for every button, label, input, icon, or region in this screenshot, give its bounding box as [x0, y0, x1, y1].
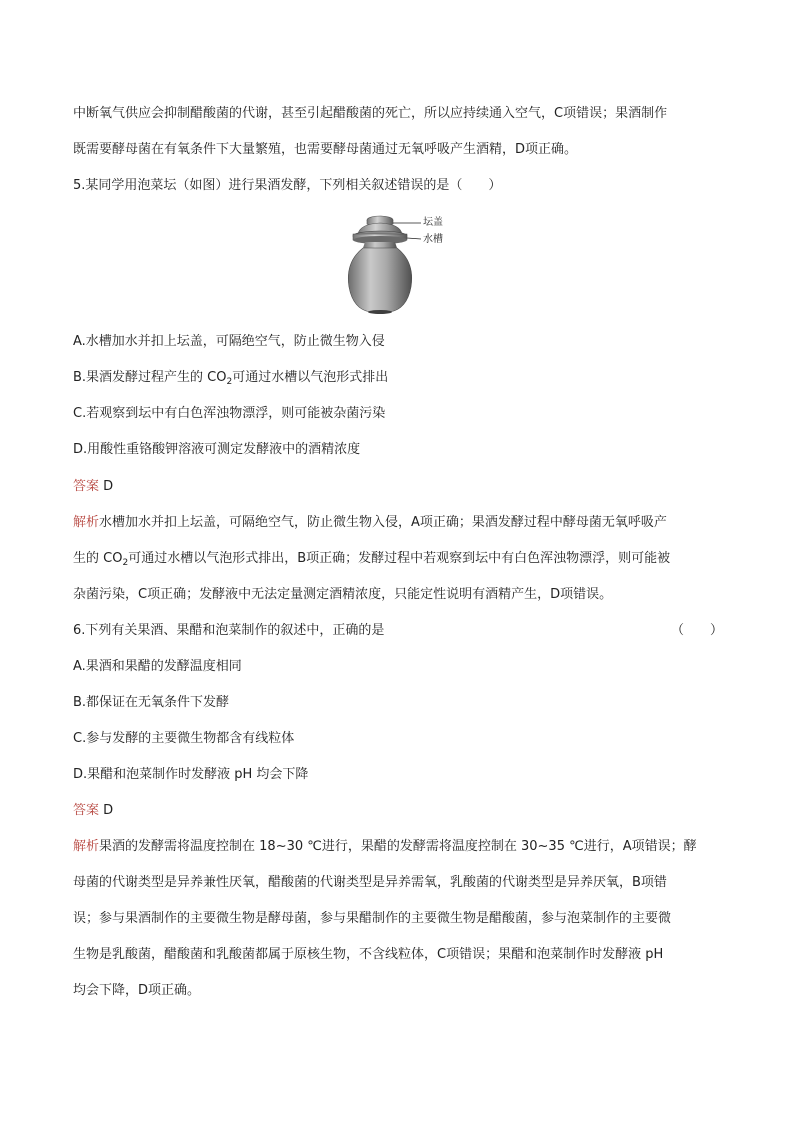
q6-answer-label: 答案 [73, 803, 100, 818]
q5-analysis-subscript: 2 [122, 558, 129, 568]
intro-line-1: 中断氧气供应会抑制醋酸菌的代谢，甚至引起醋酸菌的死亡，所以应持续通入空气，C项错误；果酒制作 [73, 106, 668, 121]
q5-analysis-text-1: 水槽加水并扣上坛盖，可隔绝空气，防止微生物入侵，A项正确；果酒发酵过程中酵母菌无氧呼吸产 [99, 515, 667, 530]
q6-stem: 6.下列有关果酒、果醋和泡菜制作的叙述中，正确的是 [73, 623, 385, 638]
q5-analysis-text-2-end: 可通过水槽以气泡形式排出，B项正确；发酵过程中若观察到坛中有白色浑浊物漂浮，则可能被 [128, 551, 671, 566]
q6-analysis-line-1 [73, 838, 723, 856]
q5-analysis-text-2: 生的 CO [73, 551, 123, 566]
intro-line-2: 既需要酵母菌在有氧条件下大量繁殖，也需要酵母菌通过无氧呼吸产生酒精，D项正确。 [73, 142, 578, 157]
q5-analysis-line-1 [73, 514, 723, 532]
q6-analysis-line-3: 误；参与果酒制作的主要微生物是酵母菌，参与果醋制作的主要微生物是醋酸菌，参与泡菜制作的主要微 [73, 911, 672, 926]
q6-analysis-line-2: 母菌的代谢类型是异养兼性厌氧，醋酸菌的代谢类型是异养需氧，乳酸菌的代谢类型是异养厌氧，B项错 [73, 875, 667, 890]
q6-analysis-line-4: 生物是乳酸菌，醋酸菌和乳酸菌都属于原核生物，不含线粒体，C项错误；果醋和泡菜制作时发酵液 pH [73, 947, 664, 962]
q5-option-b-text-end: 可通过水槽以气泡形式排出 [232, 370, 389, 385]
q6-option-a: A.果酒和果醋的发酵温度相同 [73, 659, 242, 674]
q5-analysis-line-2 [73, 550, 723, 568]
q5-answer-label: 答案 [73, 479, 100, 494]
q6-option-d: D.果醋和泡菜制作时发酵液 pH 均会下降 [73, 767, 309, 782]
q5-option-b [73, 369, 723, 387]
q5-stem: 5.某同学用泡菜坛（如图）进行果酒发酵，下列相关叙述错误的是（ ） [73, 178, 502, 193]
q5-option-b-subscript: 2 [226, 377, 233, 387]
pickle-jar-illustration [335, 212, 465, 322]
q6-answer-paren: （ ） [670, 623, 723, 638]
pickle-jar-figure [335, 212, 465, 322]
q5-option-d: D.用酸性重铬酸钾溶液可测定发酵液中的酒精浓度 [73, 442, 361, 457]
q5-option-c: C.若观察到坛中有白色浑浊物漂浮，则可能被杂菌污染 [73, 406, 386, 421]
q6-answer-value: D [99, 803, 114, 818]
q6-stem-line [73, 622, 723, 640]
q5-answer [73, 478, 723, 496]
water-groove-label: 水槽 [423, 234, 443, 245]
q6-answer [73, 802, 723, 820]
q5-analysis-line-3: 杂菌污染，C项正确；发酵液中无法定量测定酒精浓度，只能定性说明有酒精产生，D项错误。 [73, 587, 613, 602]
lid-label: 坛盖 [423, 217, 443, 228]
q6-option-c: C.参与发酵的主要微生物都含有线粒体 [73, 731, 295, 746]
q6-analysis-line-5: 均会下降，D项正确。 [73, 983, 201, 998]
q5-answer-value: D [99, 479, 114, 494]
q5-analysis-label: 解析 [73, 515, 100, 530]
q6-analysis-label: 解析 [73, 839, 100, 854]
q6-option-b: B.都保证在无氧条件下发酵 [73, 695, 230, 710]
q5-option-a: A.水槽加水并扣上坛盖，可隔绝空气，防止微生物入侵 [73, 334, 385, 349]
q6-analysis-text-1: 果酒的发酵需将温度控制在 18~30 ℃进行，果醋的发酵需将温度控制在 30~35 ℃进行，A项错误；酵 [99, 839, 697, 854]
q5-option-b-text: B.果酒发酵过程产生的 CO [73, 370, 227, 385]
